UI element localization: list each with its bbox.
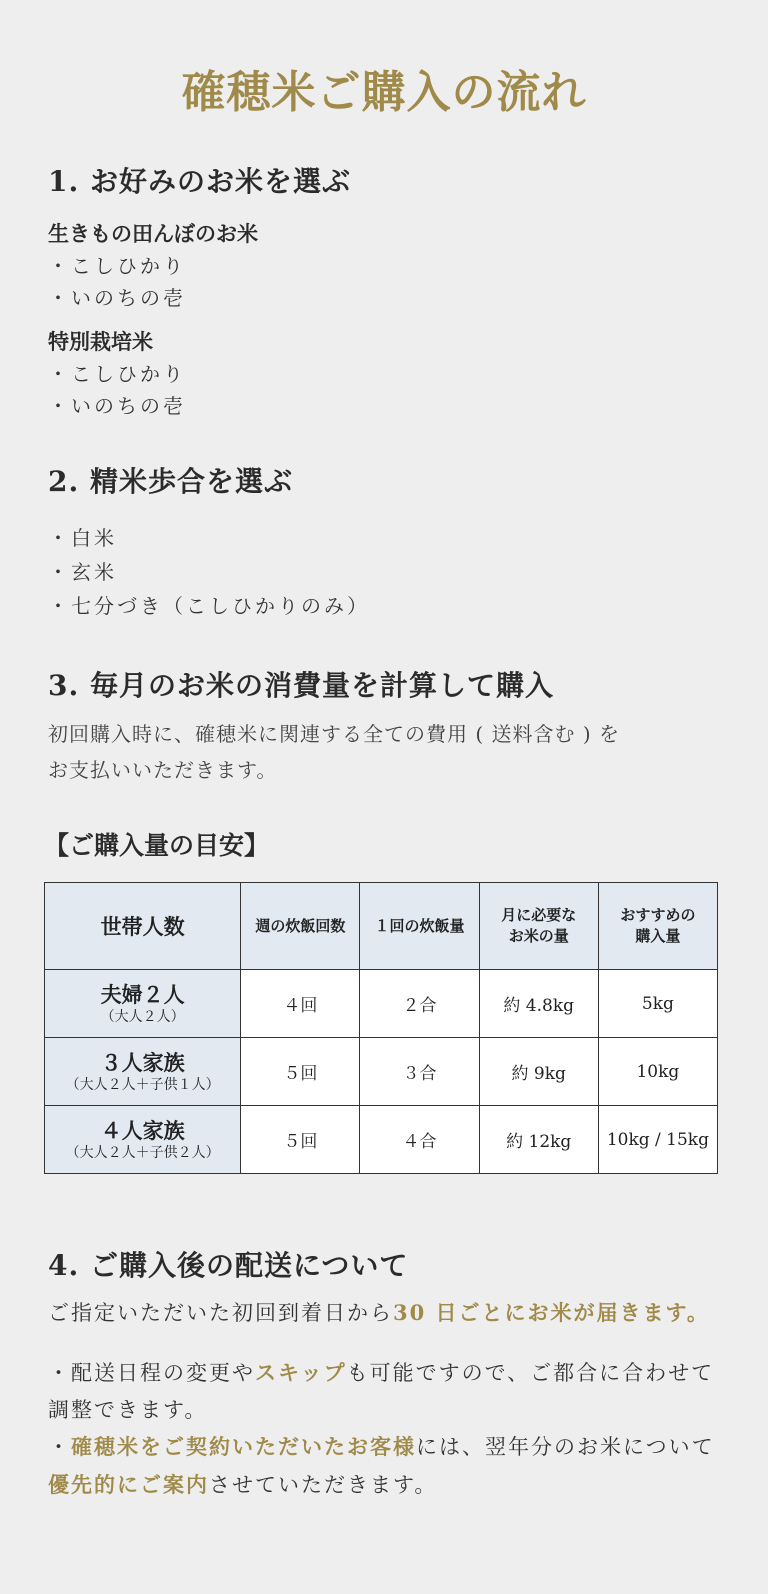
- table-row: [45, 1106, 718, 1174]
- list-item: ・いのちの壱: [48, 286, 186, 310]
- household-label: ３人家族: [100, 1049, 185, 1075]
- text-span: ご指定いただいた初回到着日から: [48, 1301, 393, 1325]
- purchase-guide-table: [44, 882, 718, 1174]
- header-line: お米の量: [508, 927, 569, 945]
- list-item: ・白米: [48, 526, 117, 550]
- header-per-cook: １回の炊飯量: [360, 883, 479, 970]
- text-span: には、翌年分のお米について: [416, 1435, 715, 1459]
- table-row: [45, 1038, 718, 1106]
- header-line: 月に必要な: [501, 906, 577, 924]
- list-item: ・玄米: [48, 560, 117, 584]
- recommend-cell: 5kg: [598, 970, 717, 1038]
- step1-heading: 1. お好みのお米を選ぶ: [48, 165, 351, 198]
- paragraph-line: 初回購入時に、確穂米に関連する全ての費用 ( 送料含む ) を: [48, 722, 621, 746]
- household-cell: [45, 1038, 241, 1106]
- text-span: させていただきます。: [209, 1473, 438, 1497]
- highlight-span: スキップ: [255, 1360, 347, 1385]
- step2-heading: 2. 精米歩合を選ぶ: [48, 465, 293, 498]
- step4-delivery-line: [48, 1294, 720, 1332]
- weekly-cell: ５回: [241, 1106, 360, 1174]
- monthly-cell: 約 4.8kg: [479, 970, 598, 1038]
- header-line: おすすめの: [620, 906, 696, 924]
- list-item: ・七分づき（こしひかりのみ）: [48, 594, 370, 618]
- weekly-cell: ４回: [241, 970, 360, 1038]
- step3-paragraph: [48, 716, 620, 788]
- list-item: ・こしひかり: [48, 254, 186, 278]
- step3-heading: 3. 毎月のお米の消費量を計算して購入: [48, 669, 554, 702]
- household-label: 夫婦２人: [100, 981, 185, 1007]
- highlight-span: 優先的にご案内: [48, 1472, 209, 1497]
- text-span: も可能ですので、ご都合に合わせて調整できます。: [48, 1361, 715, 1422]
- highlight-span: 30 日ごとにお米が届きます。: [393, 1300, 710, 1325]
- table-row: [45, 970, 718, 1038]
- per-cook-cell: ４合: [360, 1106, 479, 1174]
- text-span: ・: [48, 1435, 71, 1459]
- header-recommend: [598, 883, 717, 970]
- highlight-span: 確穂米をご契約いただいたお客様: [71, 1434, 416, 1459]
- household-sub: （大人２人＋子供１人）: [65, 1076, 220, 1093]
- step4-bullet-schedule: [48, 1354, 720, 1429]
- text-span: ・配送日程の変更や: [48, 1361, 255, 1385]
- monthly-cell: 約 12kg: [479, 1106, 598, 1174]
- household-cell: [45, 1106, 241, 1174]
- recommend-cell: 10kg: [598, 1038, 717, 1106]
- header-weekly: 週の炊飯回数: [241, 883, 360, 970]
- household-cell: [45, 970, 241, 1038]
- header-monthly: [479, 883, 598, 970]
- list-item: ・こしひかり: [48, 362, 186, 386]
- page-title: 確穂米ご購入の流れ: [181, 67, 587, 118]
- header-household: 世帯人数: [45, 883, 241, 970]
- household-sub: （大人２人＋子供２人）: [65, 1144, 220, 1161]
- household-sub: （大人２人）: [100, 1008, 185, 1025]
- list-item: ・いのちの壱: [48, 394, 186, 418]
- group-title-ikimono: 生きもの田んぼのお米: [48, 221, 258, 246]
- header-line: 購入量: [635, 927, 681, 945]
- paragraph-line: お支払いいただきます。: [48, 758, 278, 782]
- household-label: ４人家族: [100, 1117, 185, 1143]
- step4-bullet-priority: [48, 1428, 720, 1504]
- weekly-cell: ５回: [241, 1038, 360, 1106]
- monthly-cell: 約 9kg: [479, 1038, 598, 1106]
- table-header-row: [45, 883, 718, 970]
- group-title-tokubetsu: 特別栽培米: [48, 329, 153, 354]
- recommend-cell: 10kg / 15kg: [598, 1106, 717, 1174]
- per-cook-cell: ３合: [360, 1038, 479, 1106]
- per-cook-cell: ２合: [360, 970, 479, 1038]
- step4-heading: 4. ご購入後の配送について: [48, 1249, 409, 1282]
- guide-title: 【ご購入量の目安】: [44, 831, 270, 860]
